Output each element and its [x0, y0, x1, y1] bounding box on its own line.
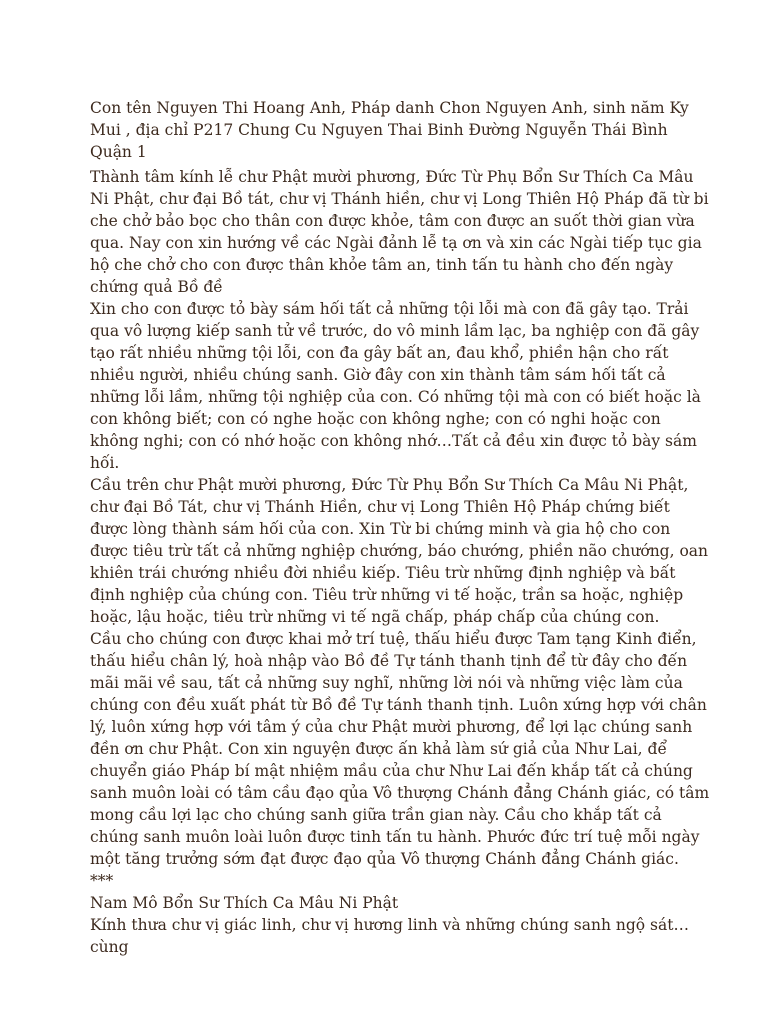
- document-header: [90, 97, 710, 163]
- document-body: [90, 166, 710, 958]
- paragraph-address: Kính thưa chư vị giác linh, chư vị hương linh và những chúng sanh ngộ sát…cùng: [90, 916, 689, 956]
- header-paragraph: Con tên Nguyen Thi Hoang Anh, Pháp danh Chon Nguyen Anh, sinh năm Ky Mui , địa chỉ P217 Chung Cu Nguyen Thai Binh Đường Nguyễn Thái Bình Quận 1: [90, 99, 689, 161]
- section-separator: ***: [90, 872, 114, 890]
- paragraph-homage: Thành tâm kính lễ chư Phật mười phương, Đức Từ Phụ Bổn Sư Thích Ca Mâu Ni Phật, chư đại Bồ tát, chư vị Thánh hiền, chư vị Long Thiên Hộ Pháp đã từ bi che chở bảo bọc cho thân con được khỏe, tâm con được an suốt thời gian vừa qua. Nay con xin hướng về các Ngài đảnh lễ tạ ơn và xin các Ngài tiếp tục gia hộ che chở cho con được thân khỏe tâm an, tinh tấn tu hành cho đến ngày chứng quả Bồ đề: [90, 168, 709, 296]
- paragraph-invocation: Nam Mô Bổn Sư Thích Ca Mâu Ni Phật: [90, 894, 399, 912]
- paragraph-prayer-wisdom: Cầu cho chúng con được khai mở trí tuệ, thấu hiểu được Tam tạng Kinh điển, thấu hiểu chân lý, hoà nhập vào Bồ đề Tự tánh thanh tịnh để từ đây cho đến mãi mãi về sau, tất cả những suy nghĩ, những lời nói và những việc làm của chúng con đều xuất phát từ Bồ đề Tự tánh thanh tịnh. Luôn xứng hợp với chân lý, luôn xứng hợp với tâm ý của chư Phật mười phương, để lợi lạc chúng sanh đền ơn chư Phật. Con xin nguyện được ấn khả làm sứ giả của Như Lai, để chuyển giáo Pháp bí mật nhiệm mầu của chư Như Lai đến khắp tất cả chúng sanh muôn loài có tâm cầu đạo qủa Vô thượng Chánh đẳng Chánh giác, có tâm mong cầu lợi lạc cho chúng sanh giữa trần gian này. Cầu cho khắp tất cả chúng sanh muôn loài luôn được tinh tấn tu hành. Phước đức trí tuệ mỗi ngày một tăng trưởng sớm đạt được đạo qủa Vô thượng Chánh đẳng Chánh giác.: [90, 630, 710, 868]
- paragraph-prayer-purification: Cầu trên chư Phật mười phương, Đức Từ Phụ Bổn Sư Thích Ca Mâu Ni Phật, chư đại Bồ Tát, chư vị Thánh Hiền, chư vị Long Thiên Hộ Pháp chứng biết được lòng thành sám hối của con. Xin Từ bi chứng minh và gia hộ cho con được tiêu trừ tất cả những nghiệp chướng, báo chướng, phiền não chướng, oan khiên trái chướng nhiều đời nhiều kiếp. Tiêu trừ những định nghiệp và bất định nghiệp của chúng con. Tiêu trừ những vi tế hoặc, trần sa hoặc, nghiệp hoặc, lậu hoặc, tiêu trừ những vi tế ngã chấp, pháp chấp của chúng con.: [90, 476, 709, 626]
- paragraph-repentance: Xin cho con được tỏ bày sám hối tất cả những tội lỗi mà con đã gây tạo. Trải qua vô lượng kiếp sanh tử về trước, do vô minh lầm lạc, ba nghiệp con đã gây tạo rất nhiều những tội lỗi, con đa gây bất an, đau khổ, phiền hận cho rất nhiều người, nhiều chúng sanh. Giờ đây con xin thành tâm sám hối tất cả những lỗi lầm, những tội nghiệp của con. Có những tội mà con có biết hoặc là con không biết; con có nghe hoặc con không nghe; con có nghi hoặc con không nghi; con có nhớ hoặc con không nhớ…Tất cả đều xin được tỏ bày sám hối.: [90, 300, 701, 472]
